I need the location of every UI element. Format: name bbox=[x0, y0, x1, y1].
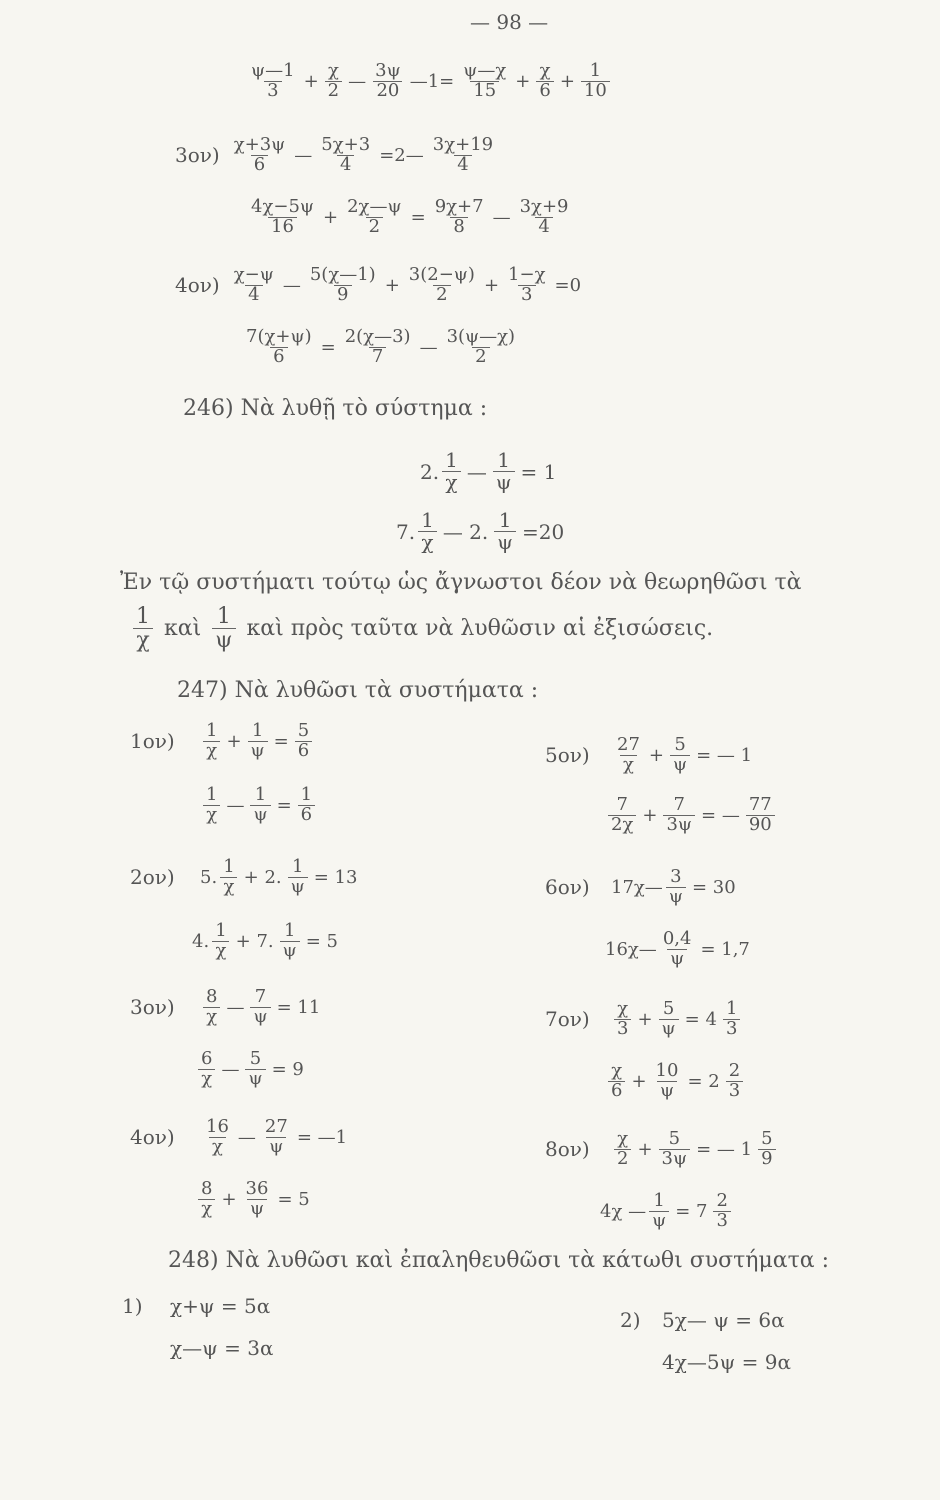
fraction: 1 χ bbox=[220, 858, 237, 897]
equation-row: 16χ— $\frac{0,4}{\psi}$ = 1,7 bbox=[605, 928, 750, 969]
paragraph-text: Ἐν τῷ συστήματι τούτῳ ὡς ἄγνωστοι δέον νὰ θεωρηθῶσι τὰ bbox=[120, 570, 802, 595]
equation-row: 6 χ — $\frac{5}{\psi}$ = 9 bbox=[195, 1050, 307, 1089]
fraction: 1 χ bbox=[203, 786, 220, 825]
fraction: $\frac{\psi—\chi}{15}$ bbox=[463, 60, 507, 101]
equation-row: 4ον) χ−ψ 4 — 5(χ—1) 9 + $\frac{3(2-\psi)}{2}$ + $\frac{1-\chi}{3}$ =0 bbox=[175, 264, 582, 305]
page-number: — 98 — bbox=[470, 10, 549, 34]
fraction: $\frac{1}{\psi}$ bbox=[288, 858, 308, 897]
equation-line: χ—ψ = 3α bbox=[170, 1336, 274, 1360]
fraction: $\frac{1}{6}$ bbox=[298, 786, 315, 825]
fraction: 16 χ bbox=[206, 1116, 229, 1157]
equation-row: $\frac{7(\chi+\psi)}{6}$ = $\frac{2(\chi—3)}{7}$ — 3(ψ—χ) 2 bbox=[240, 328, 521, 367]
fraction: $\frac{36}{\psi}$ bbox=[245, 1178, 269, 1219]
fraction: $\frac{5\chi+3}{4}$ bbox=[321, 134, 371, 175]
fraction: $\frac{5}{3\psi}$ bbox=[659, 1130, 691, 1169]
equation-row: 4ον) 16 χ — $\frac{27}{\psi}$ = —1 bbox=[130, 1116, 348, 1157]
fraction: χ−ψ 4 bbox=[233, 264, 274, 305]
fraction: 2 3 bbox=[726, 1062, 743, 1101]
equation-row: 4. 1 χ + 7. $\frac{1}{\psi}$ = 5 bbox=[192, 920, 339, 961]
fraction: $\frac{5}{6}$ bbox=[295, 722, 312, 761]
fraction: $\frac{7}{\psi}$ bbox=[250, 988, 270, 1027]
item-label: 1) bbox=[122, 1294, 143, 1318]
fraction: χ 2 bbox=[614, 1130, 631, 1169]
equation-row: χ 6 + $\frac{10}{\psi}$ = 2 2 3 bbox=[605, 1062, 746, 1101]
exercise-heading-247: 247) Νὰ λυθῶσι τὰ συστήματα : bbox=[177, 678, 539, 703]
equation-line: 4χ—5ψ = 9α bbox=[662, 1350, 791, 1374]
fraction: $\frac{10}{\psi}$ bbox=[655, 1060, 679, 1101]
fraction: $\frac{1-\chi}{3}$ bbox=[508, 264, 546, 305]
fraction: 5(χ—1) 9 bbox=[309, 264, 376, 305]
fraction: $\frac{7}{3\psi}$ bbox=[663, 796, 695, 835]
fraction: 3χ+19 4 bbox=[432, 134, 494, 175]
fraction: 7 2χ bbox=[608, 796, 636, 835]
equation-row: 6ον) 17χ— $\frac{3}{\psi}$ = 30 bbox=[545, 866, 736, 907]
fraction: $\frac{1}{\psi}$ bbox=[248, 722, 268, 761]
fraction: $\frac{5}{\psi}$ bbox=[670, 736, 690, 775]
fraction: $\frac{1}{\psi}$ bbox=[280, 922, 300, 961]
fraction: 3χ+9 4 bbox=[519, 196, 569, 237]
fraction: 5 9 bbox=[758, 1130, 775, 1169]
fraction: $\frac{7(\chi+\psi)}{6}$ bbox=[246, 326, 312, 367]
fraction: 1 χ bbox=[212, 922, 229, 961]
equation-row: 4χ−5ψ 16 + $\frac{2\chi—\psi}{2}$ = $\frac{9\chi+7}{8}$ — 3χ+9 4 bbox=[245, 198, 575, 237]
equation-row: 8 χ + $\frac{36}{\psi}$ = 5 bbox=[195, 1180, 313, 1219]
equation-row: 4χ — $\frac{1}{\psi}$ = 7 2 3 bbox=[600, 1192, 734, 1231]
fraction: 1 χ bbox=[418, 510, 437, 553]
fraction: 8 χ bbox=[198, 1180, 215, 1219]
fraction: $\frac{9\chi+7}{8}$ bbox=[434, 196, 484, 237]
paragraph-text: 1 χ καὶ 1 ψ καὶ πρὸς ταῦτα νὰ λυθῶσιν αἱ ἐξισώσεις. bbox=[130, 605, 713, 652]
fraction: $\frac{\chi}{6}$ bbox=[536, 62, 553, 101]
fraction: 77 90 bbox=[746, 796, 775, 835]
equation-row: ψ—1 3 + $\frac{\chi}{2}$ — 3ψ 20 —1= $\frac{\psi—\chi}{15}$ + $\frac{\chi}{6}$ + $\frac{1}{10}$ bbox=[245, 62, 613, 101]
equation-row: 2ον) 5. 1 χ + 2. $\frac{1}{\psi}$ = 13 bbox=[130, 856, 358, 897]
fraction: 4χ−5ψ 16 bbox=[251, 196, 315, 237]
fraction: $\frac{1}{\psi}$ bbox=[494, 510, 516, 553]
equation-row: 3ον) 8 χ — $\frac{7}{\psi}$ = 11 bbox=[130, 986, 321, 1027]
fraction: 1 ψ bbox=[212, 605, 235, 652]
fraction: 6 χ bbox=[198, 1050, 215, 1089]
fraction: 1 3 bbox=[723, 1000, 740, 1039]
fraction: $\frac{5}{\psi}$ bbox=[245, 1050, 265, 1089]
fraction: $\frac{1}{10}$ bbox=[581, 62, 610, 101]
fraction: $\frac{1}{\psi}$ bbox=[493, 450, 515, 493]
fraction: 1 χ bbox=[442, 450, 461, 493]
fraction: $\frac{\chi}{2}$ bbox=[325, 62, 342, 101]
fraction: χ+3ψ 6 bbox=[233, 134, 286, 175]
fraction: 8 χ bbox=[203, 988, 220, 1027]
fraction: $\frac{2(\chi—3)}{7}$ bbox=[344, 326, 411, 367]
fraction: 2 3 bbox=[713, 1192, 730, 1231]
equation-row: 7. 1 χ — 2. $\frac{1}{\psi}$ =20 bbox=[396, 508, 565, 554]
item-label: 3ον) bbox=[175, 143, 220, 168]
fraction: 3ψ 20 bbox=[375, 60, 401, 101]
exercise-heading-246: 246) Νὰ λυθῇ τὸ σύστημα : bbox=[183, 396, 488, 421]
fraction: $\frac{0,4}{\psi}$ bbox=[662, 928, 692, 969]
equation-row: 3ον) χ+3ψ 6 — $\frac{5\chi+3}{4}$ =2— 3χ+19 4 bbox=[175, 136, 499, 175]
equation-line: 5χ— ψ = 6α bbox=[662, 1308, 785, 1332]
item-label: 2) bbox=[620, 1308, 641, 1332]
exercise-heading-248: 248) Νὰ λυθῶσι καὶ ἐπαληθευθῶσι τὰ κάτωθι συστήματα : bbox=[168, 1248, 830, 1273]
fraction: 1 χ bbox=[133, 605, 153, 652]
fraction: $\frac{27}{\psi}$ bbox=[264, 1116, 288, 1157]
fraction: 1 χ bbox=[203, 722, 220, 761]
fraction: χ 6 bbox=[608, 1062, 625, 1101]
equation-row: 1 χ — $\frac{1}{\psi}$ = $\frac{1}{6}$ bbox=[200, 786, 318, 825]
fraction: χ 3 bbox=[614, 1000, 631, 1039]
equation-row: 7ον) χ 3 + $\frac{5}{\psi}$ = 4 1 3 bbox=[545, 1000, 743, 1039]
fraction: ψ—1 3 bbox=[251, 60, 295, 101]
fraction: $\frac{2\chi—\psi}{2}$ bbox=[347, 196, 402, 237]
fraction: 3(ψ—χ) 2 bbox=[446, 326, 516, 367]
equation-row: 7 2χ + $\frac{7}{3\psi}$ = — 77 90 bbox=[605, 796, 778, 835]
equation-row: 1ον) 1 χ + $\frac{1}{\psi}$ = $\frac{5}{6}$ bbox=[130, 722, 315, 761]
equation-row: 5ον) 27 χ + $\frac{5}{\psi}$ = — 1 bbox=[545, 734, 753, 775]
equation-row: 2. 1 χ — $\frac{1}{\psi}$ = 1 bbox=[420, 448, 557, 494]
fraction: $\frac{3}{\psi}$ bbox=[666, 868, 686, 907]
fraction: $\frac{3(2-\psi)}{2}$ bbox=[408, 264, 475, 305]
item-label: 4ον) bbox=[175, 273, 220, 298]
fraction: $\frac{5}{\psi}$ bbox=[659, 1000, 679, 1039]
equation-line: χ+ψ = 5α bbox=[170, 1294, 271, 1318]
fraction: $\frac{1}{\psi}$ bbox=[649, 1192, 669, 1231]
equation-row: 8ον) χ 2 + $\frac{5}{3\psi}$ = — 1 5 9 bbox=[545, 1130, 779, 1169]
fraction: $\frac{1}{\psi}$ bbox=[250, 786, 270, 825]
fraction: 27 χ bbox=[617, 734, 640, 775]
